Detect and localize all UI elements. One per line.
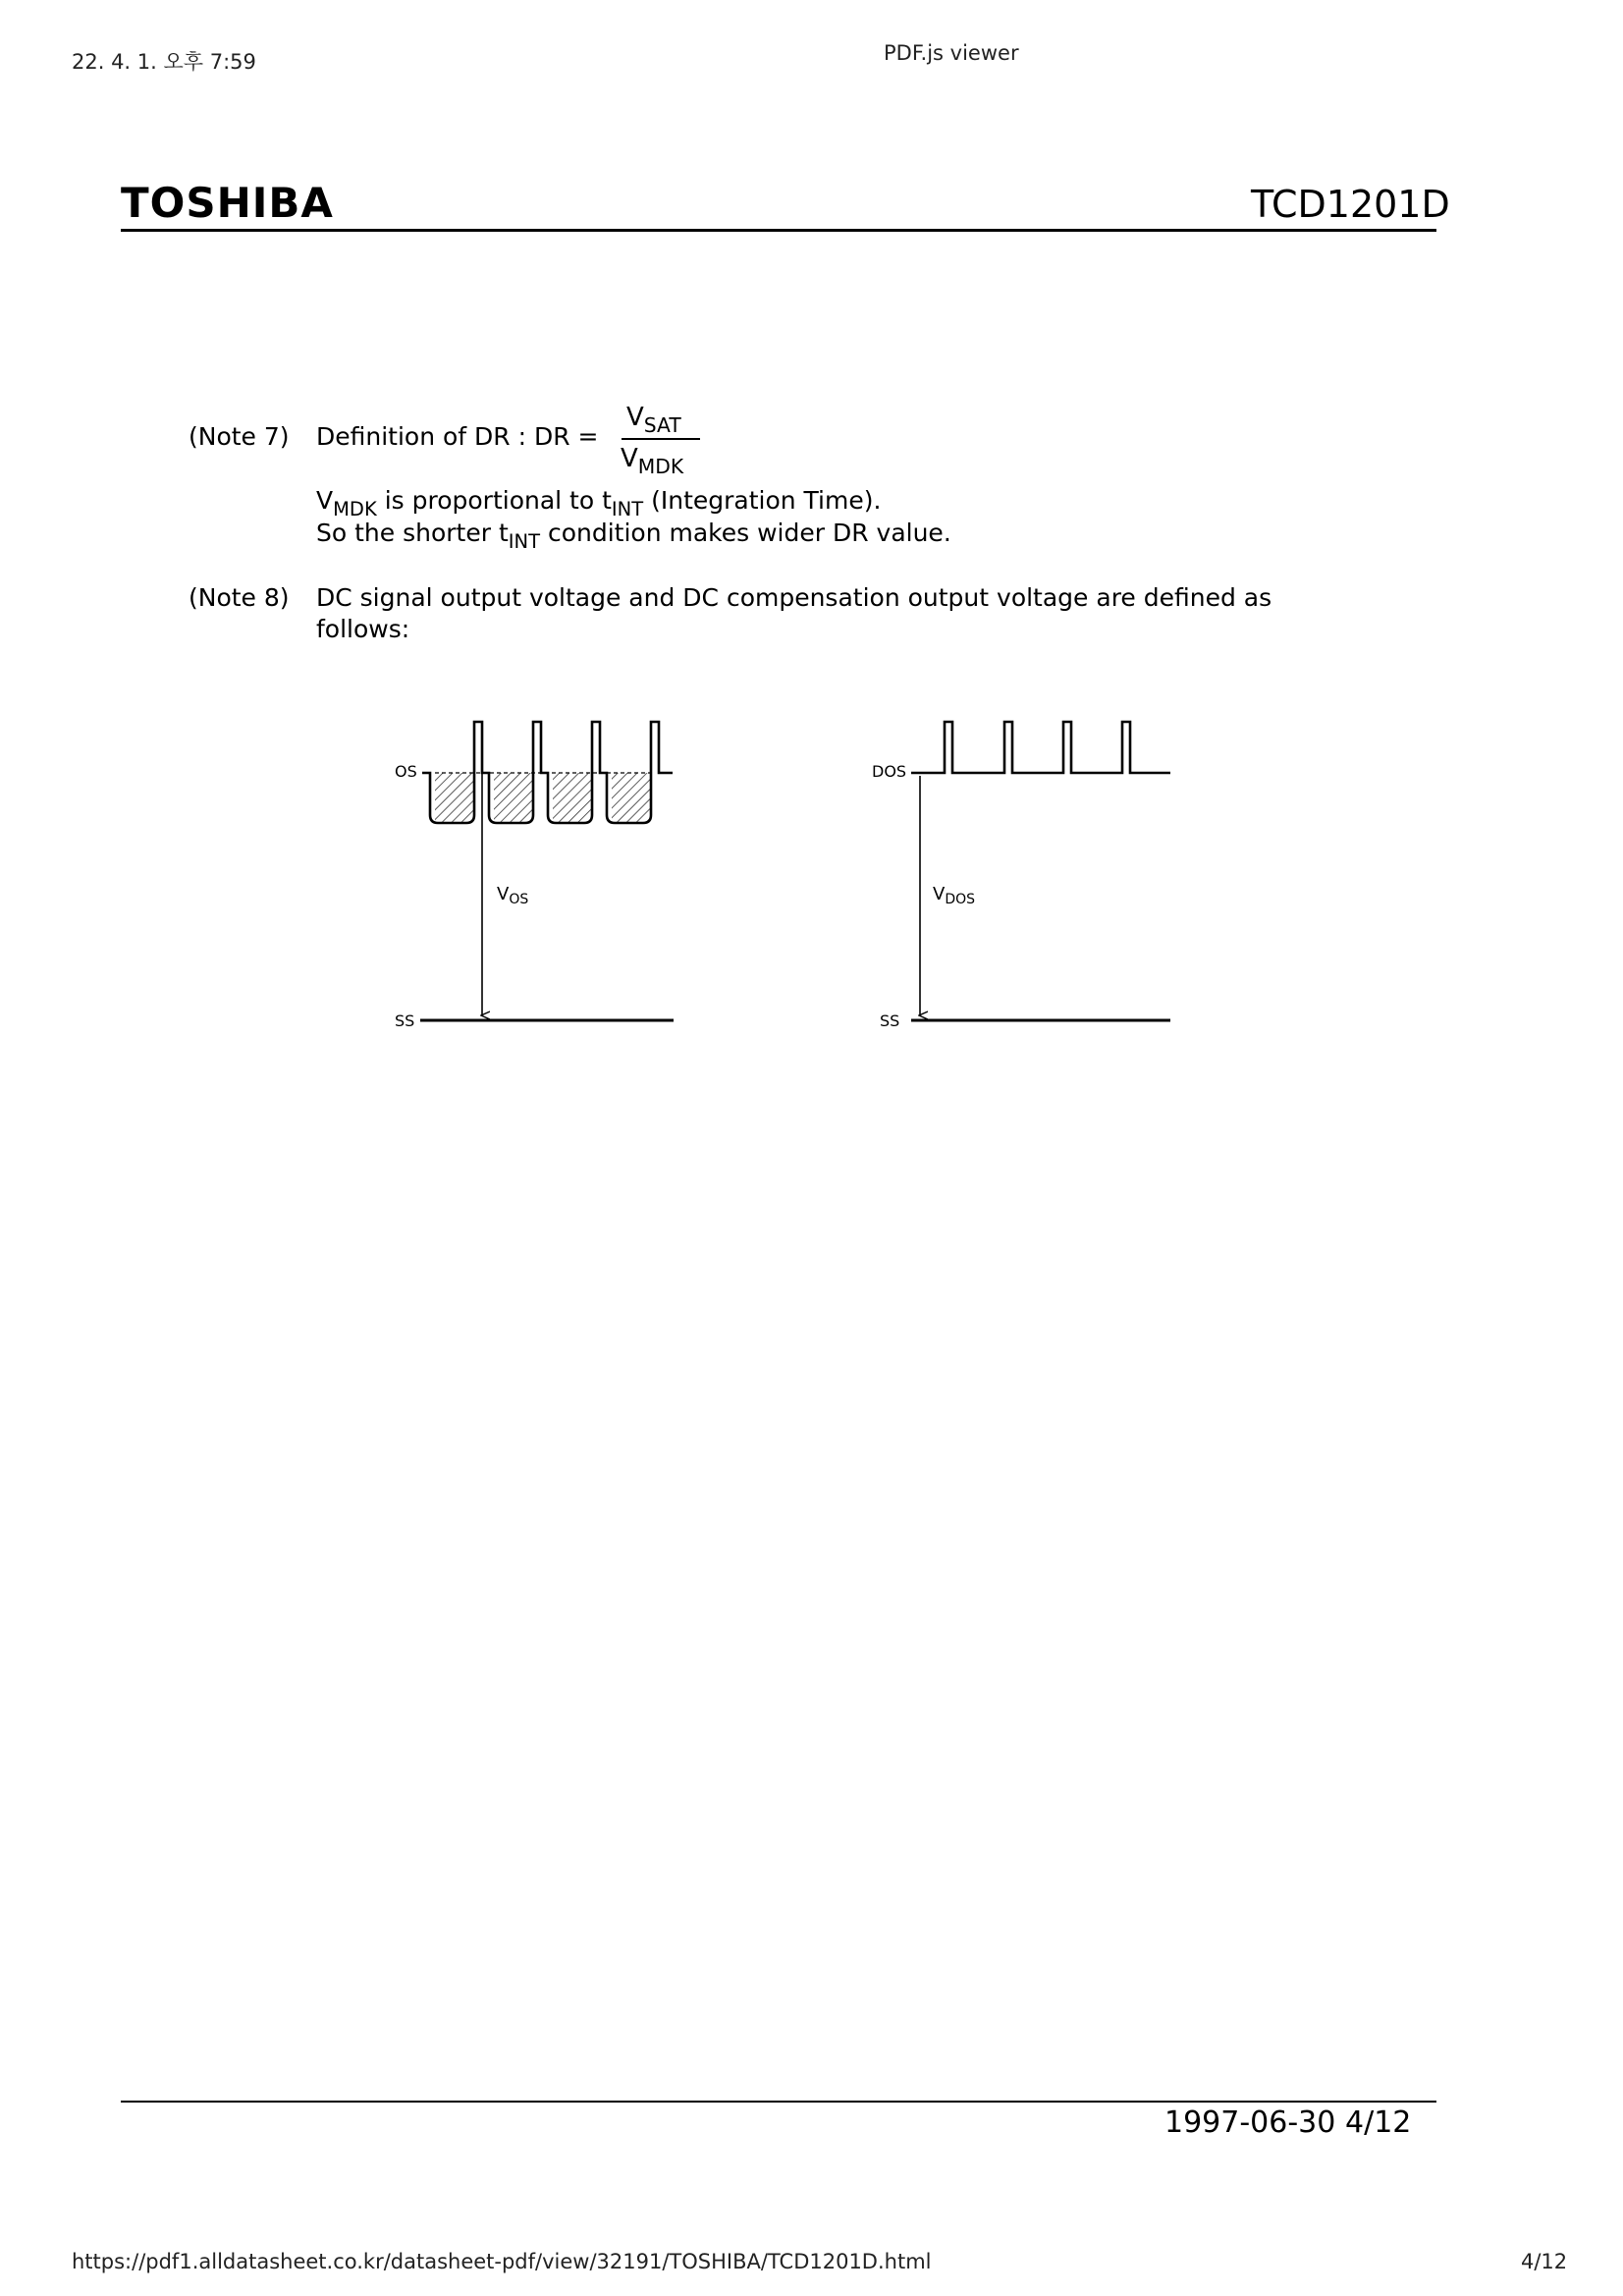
note8-line2: follows: [316, 615, 410, 643]
os-hatch-2 [494, 773, 533, 822]
note7-definition: Definition of DR : DR = [316, 422, 599, 451]
vdos-label: $V_{DOS}$ [933, 884, 976, 907]
part-number: TCD1201D [1251, 183, 1450, 226]
note7-line2: So the shorter $t_{INT}$ condition makes wider DR value. [316, 519, 951, 553]
footer-date: 1997-06-30 [1164, 2105, 1336, 2140]
print-page-count: 4/12 [1521, 2250, 1568, 2273]
os-hatch-1 [435, 773, 474, 822]
dos-diagram [872, 722, 1170, 1030]
dr-denominator: $V_{MDK}$ [621, 444, 684, 479]
vos-label: $V_{OS}$ [497, 884, 529, 907]
os-ss-label: SS [395, 1011, 415, 1030]
note7-label: (Note 7) [189, 422, 290, 451]
footer-rule [121, 2101, 1436, 2103]
print-title: PDF.js viewer [884, 41, 1019, 65]
dos-ss-label: SS [880, 1011, 900, 1030]
dos-waveform [911, 722, 1170, 773]
os-diagram [395, 722, 674, 1030]
os-label: OS [395, 762, 417, 781]
brand-logo: TOSHIBA [121, 179, 334, 227]
os-hatch-4 [612, 773, 651, 822]
note8-line1: DC signal output voltage and DC compensation output voltage are defined as [316, 583, 1272, 612]
footer-page: 4/12 [1345, 2105, 1412, 2140]
note8-label: (Note 8) [189, 583, 290, 612]
dr-numerator: $V_{SAT}$ [626, 403, 681, 438]
os-hatch-3 [553, 773, 592, 822]
print-url: https://pdf1.alldatasheet.co.kr/datasheet-pdf/view/32191/TOSHIBA/TCD1201D.html [72, 2250, 932, 2273]
note7-line1: $V_{MDK}$ is proportional to $t_{INT}$ (Integration Time). [316, 486, 882, 520]
print-datetime: 22. 4. 1. 오후 7:59 [72, 50, 256, 74]
dos-label: DOS [872, 762, 907, 781]
